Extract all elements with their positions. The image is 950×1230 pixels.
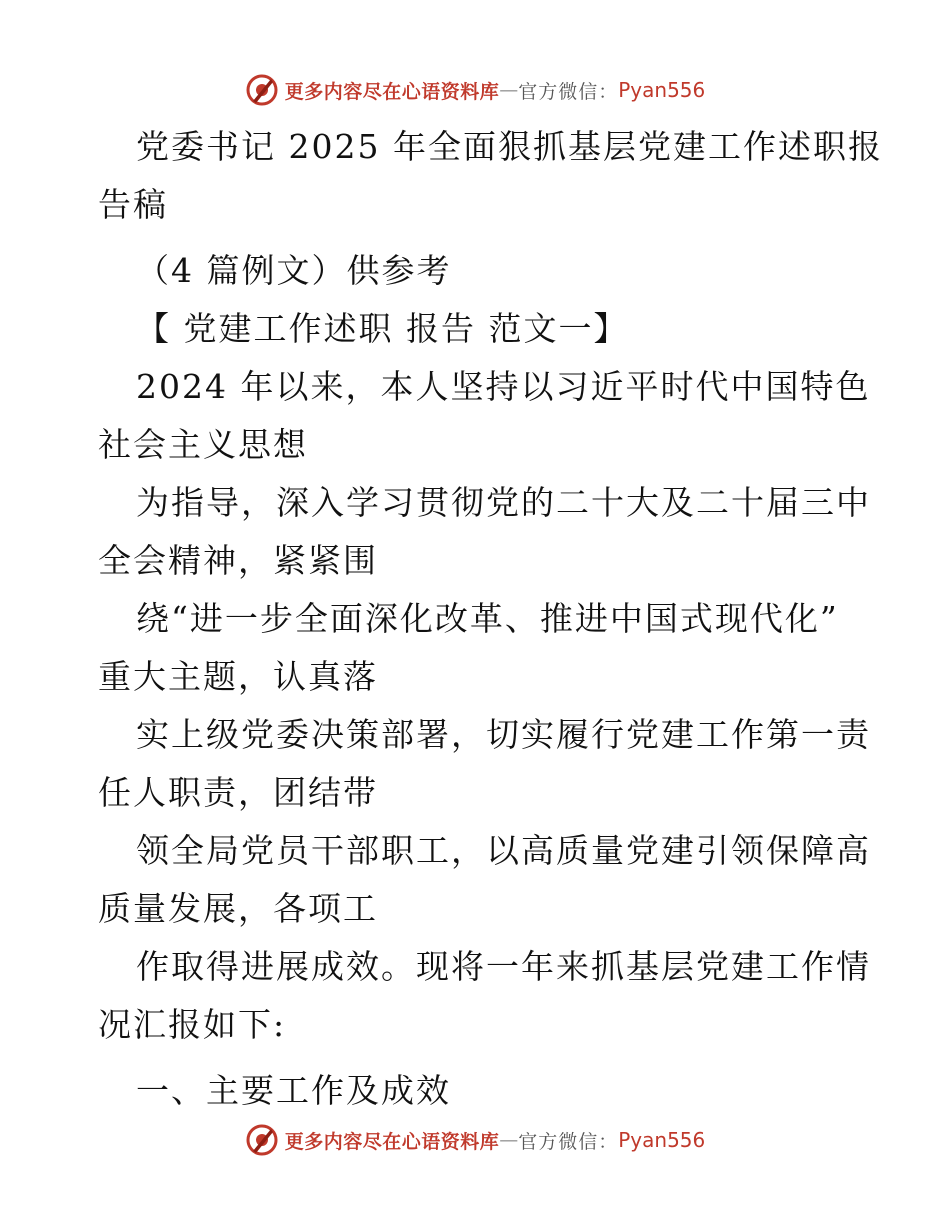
quill-circle-logo-icon [245,73,279,107]
paragraph-line: 绕“进一步全面深化改革、推进中国式现代化” [136,599,839,638]
footer-watermark [0,1120,950,1160]
watermark-wechat-id: Pyan556 [618,78,706,102]
paragraph-line: 质量发展，各项工 [98,889,378,928]
watermark-separator: — [499,1129,519,1151]
paragraph-line: 实上级党委决策部署，切实履行党建工作第一责 [136,715,871,754]
subsection-heading: 一、主要工作及成效 [136,1071,451,1110]
paragraph-line: 作取得进展成效。现将一年来抓基层党建工作情 [136,947,871,986]
watermark-site-text: 更多内容尽在心语资料库 [284,80,500,103]
section-heading: 【 党建工作述职 报告 范文一】 [136,309,629,348]
paragraph-line: 全会精神，紧紧围 [98,541,378,580]
paragraph-line: 2024 年以来，本人坚持以习近平时代中国特色 [136,367,871,406]
doc-subtitle: （4 篇例文）供参考 [136,251,452,290]
document-body [98,118,883,1120]
paragraph-line: 领全局党员干部职工，以高质量党建引领保障高 [136,831,871,870]
doc-title-line-1: 党委书记 2025 年全面狠抓基层党建工作述职报 [136,127,883,166]
paragraph-line: 重大主题，认真落 [98,657,378,696]
doc-title-line-2: 告稿 [98,185,168,224]
watermark-wechat-id: Pyan556 [618,1128,706,1152]
quill-circle-logo-icon [245,1123,279,1157]
paragraph-line: 社会主义思想 [98,425,308,464]
watermark-separator: — [499,79,519,101]
watermark-official-label: 官方微信： [518,1130,619,1153]
paragraph-line: 况汇报如下: [98,1005,287,1044]
watermark-site-text: 更多内容尽在心语资料库 [284,1130,500,1153]
watermark-official-label: 官方微信： [518,80,619,103]
paragraph-line: 为指导，深入学习贯彻党的二十大及二十届三中 [136,483,871,522]
header-watermark [0,70,950,110]
paragraph-line: 任人职责，团结带 [98,773,378,812]
